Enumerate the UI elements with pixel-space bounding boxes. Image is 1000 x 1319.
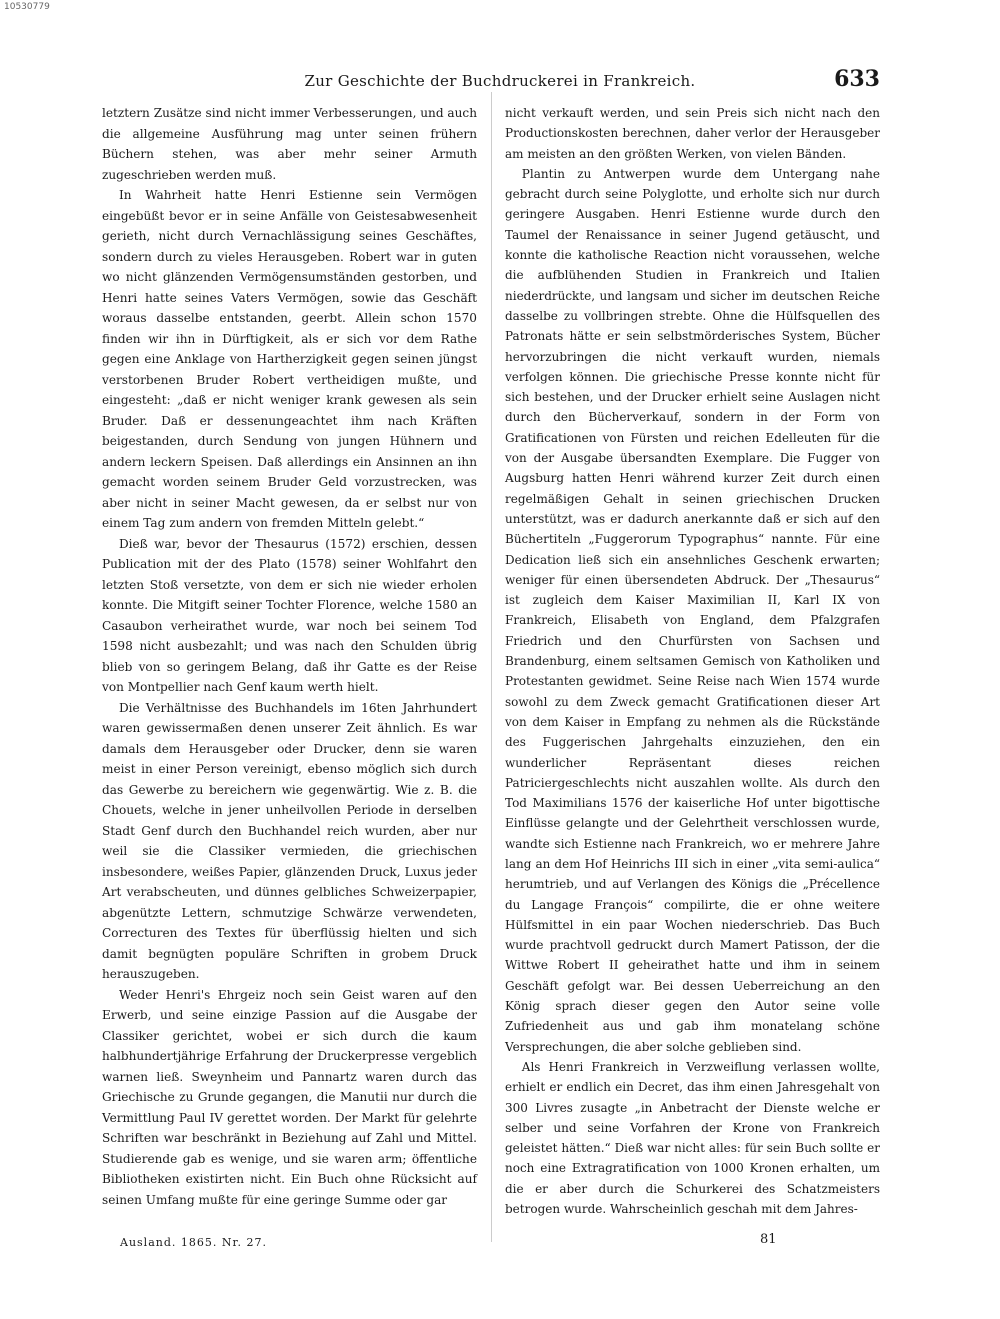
running-head	[100, 66, 900, 96]
paragraph: Als Henri Frankreich in Verzweiflung verlassen wollte, erhielt er endlich ein Decret, das ihm einen Jahresgehalt von 300 Livres zusagte „in Anbetracht der Dienste welche er selber und seine Vorfahren der Krone von Frankreich geleistet hätten.“ Dieß war nicht alles: für sein Buch sollte er noch eine Extragratification von 1000 Kronen erhalten, um die er aber durch die Schurkerei des Schatzmeisters betrogen wurde. Wahrscheinlich geschah mit dem Jahres-	[505, 1059, 880, 1217]
running-title: Zur Geschichte der Buchdruckerei in Frankreich.	[304, 72, 696, 90]
paragraph: nicht verkauft werden, und sein Preis sich nicht nach den Productionskosten berechnen, daher verlor der Herausgeber am meisten an den größten Werken, von vielen Bänden.	[505, 106, 880, 161]
paragraph: Dieß war, bevor der Thesaurus (1572) erschien, dessen Publication mit der des Plato (1578) seiner Wohlfahrt den letzten Stoß versetzte, von dem er sich nie wieder erholen konnte. Die Mitgift seiner Tochter Florence, welche 1580 an Casaubon verheirathet wurde, war noch bei seinem Tod 1598 nicht ausbezahlt; und was nach den Schulden übrig blieb von so geringem Belang, daß ihr Gatte es der Reise von Montpellier nach Genf kaum werth hielt.	[102, 536, 477, 694]
archive-id: 10530779	[4, 2, 50, 12]
paragraph: letztern Zusätze sind nicht immer Verbesserungen, und auch die allgemeine Ausführung mag unter seinen frühern Büchern stehen, was aber mehr seiner Armuth zugeschrieben werden muß.	[102, 106, 477, 182]
page-number: 633	[834, 66, 880, 92]
left-column	[102, 103, 477, 1210]
paragraph: Plantin zu Antwerpen wurde dem Untergang nahe gebracht durch seine Polyglotte, und erholte sich nur durch geringere Ausgaben. Henri Estienne wurde durch den Taumel der Renaissance in seiner Jugend getäuscht, und konnte die katholische Reaction nicht voraussehen, welche die aufblühenden Studien in Frankreich und Italien niederdrückte, und langsam und sicher im deutschen Reiche dasselbe zu vollbringen strebte. Ohne die Hülfsquellen des Patronats hätte er sein selbstmörderisches System, Bücher hervorzubringen die nicht verkauft wurden, niemals verfolgen können. Die griechische Presse konnte nicht für sich bestehen, und der Drucker erhielt seine Auslagen nicht durch den Bücherverkauf, sondern in der Form von Gratificationen von Fürsten und reichen Edelleuten für die von der Ausgabe übersandten Exemplare. Die Fugger von Augsburg hatten Henri während kurzer Zeit durch einen regelmäßigen Gehalt in seinen griechischen Drucken unterstützt, was er dadurch anerkannte daß er sich auf den Büchertiteln „Fuggerorum Typographus“ nannte. Für eine Dedication ließ sich ein ansehnliches Geschenk erwarten; weniger für einen übersendeten Abdruck. Der „Thesaurus“ ist zugleich dem Kaiser Maximilian II, Karl IX von Frankreich, Elisabeth von England, dem Pfalzgrafen Friedrich und den Churfürsten von Sachsen und Brandenburg, einem seltsamen Gemisch von Katholiken und Protestanten gewidmet. Seine Reise nach Wien 1574 wurde sowohl zu dem Zweck gemacht Gratificationen dieser Art von dem Kaiser in Empfang zu nehmen als die Rückstände des Fuggerischen Jahrgehalts einzuziehen, den ein wunderlicher Repräsentant dieses reichen Patriciergeschlechts nicht auszahlen wollte. Als durch den Tod Maximilians 1576 der kaiserliche Hof unter bigottische Einflüsse gelangte und der Gelehrtheit verschlossen wurde, wandte sich Estienne nach Frankreich, wo er mehrere Jahre lang an dem Hof Heinrichs III sich in einer „vita semi-aulica“ herumtrieb, und auf Verlangen des Königs die „Précellence du Langage François“ compilirte, die er ohne weitere Hülfsmittel in ein paar Wochen niederschrieb. Das Buch wurde prachtvoll gedruckt durch Mamert Patisson, der die Wittwe Robert II geheirathet hatte und ihm in seinem Geschäft gefolgt war. Bei dessen Ueberreichung an den König sprach dieser gegen den Autor seine volle Zufriedenheit aus und gab ihm monatelang schöne Versprechungen, die aber solche geblieben sind.	[505, 166, 880, 1054]
footer-signature: 81	[760, 1232, 777, 1247]
paragraph: In Wahrheit hatte Henri Estienne sein Vermögen eingebüßt bevor er in seine Anfälle von Geistesabwesenheit gerieth, nicht durch Vernachlässigung seines Geschäftes, sondern durch zu vieles Herausgeben. Robert war in guten wo nicht glänzenden Vermögensumständen gestorben, und Henri hatte seines Vaters Vermögen, sowie das Geschäft woraus dasselbe entstanden, geerbt. Allein schon 1570 finden wir ihn in Dürftigkeit, als er sich vor dem Rathe gegen eine Anklage von Hartherzigkeit gegen seinen jüngst verstorbenen Bruder Robert vertheidigen mußte, und eingesteht: „daß er nicht weniger krank gewesen als sein Bruder. Daß er dessenungeachtet ihm nach Kräften beigestanden, durch Sendung von jungen Hühnern und andern leckern Speisen. Daß allerdings ein Ansinnen an ihn gemacht worden seinem Bruder Geld vorzustrecken, was aber nicht in seiner Macht gewesen, da er selbst nur von einem Tag zum andern von fremden Mitteln gelebt.“	[102, 188, 477, 530]
right-column	[505, 103, 880, 1219]
paragraph: Die Verhältnisse des Buchhandels im 16ten Jahrhundert waren gewissermaßen denen unserer Zeit ähnlich. Es war damals dem Herausgeber oder Drucker, denn sie waren meist in einer Person vereinigt, ebenso möglich sich durch das Gewerbe zu bereichern wie gegenwärtig. Wie z. B. die Chouets, welche in jener unheilvollen Periode in derselben Stadt Genf durch den Buchhandel reich wurden, aber nur weil sie die Classiker vermieden, die griechischen insbesondere, weißes Papier, glänzenden Druck, Luxus jeder Art verabscheuten, und dünnes gelbliches Schweizerpapier, abgenützte Lettern, schmutzige Schwärze verwendeten, Correcturen des Textes für überflüssig hielten und sich damit begnügten populäre Schriften in grobem Druck herauszugeben.	[102, 700, 477, 981]
column-divider	[491, 92, 492, 1242]
paragraph: Weder Henri's Ehrgeiz noch sein Geist waren auf den Erwerb, und seine einzige Passion auf die Ausgabe der Classiker gerichtet, wobei er sich durch die kaum halbhundertjährige Erfahrung der Druckerpresse vergeblich warnen ließ. Sweynheim und Pannartz waren durch das Griechische zu Grunde gegangen, die Manutii nur durch die Vermittlung Paul IV gerettet worden. Der Markt für gelehrte Schriften war beschränkt in Beziehung auf Zahl und Mittel. Studierende gab es wenige, und sie waren arm; öffentliche Bibliotheken existirten nicht. Ein Buch ohne Rücksicht auf seinen Umfang mußte für eine geringe Summe oder gar	[102, 987, 477, 1207]
footer-source: Ausland. 1865. Nr. 27.	[120, 1236, 268, 1249]
